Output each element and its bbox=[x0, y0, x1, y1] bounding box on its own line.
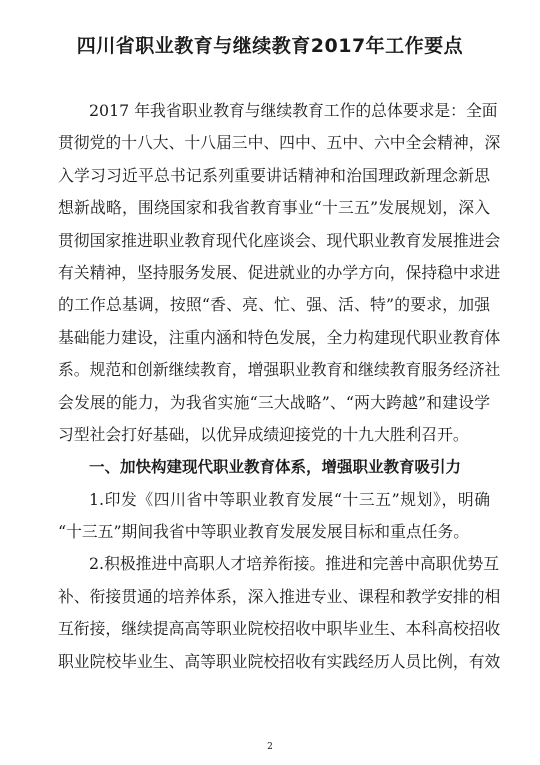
paragraph-line: 互衔接，继续提高高等职业院校招收中职毕业生、本科高校招收 bbox=[58, 619, 501, 639]
paragraph-line: 想新战略，围绕国家和我省教育事业“十三五”发展规划，深入 bbox=[58, 198, 490, 218]
paragraph-line: 贯彻国家推进职业教育现代化座谈会、现代职业教育发展推进会 bbox=[58, 230, 501, 250]
paragraph-line: 入学习习近平总书记系列重要讲话精神和治国理政新理念新思 bbox=[58, 165, 490, 185]
paragraph-line: 贯彻党的十八大、十八届三中、四中、五中、六中全会精神，深 bbox=[58, 133, 501, 153]
page-number: 2 bbox=[267, 742, 273, 752]
paragraph-line: 会发展的能力，为我省实施“三大战略”、“两大跨越”和建设学 bbox=[58, 392, 490, 412]
document-title: 四川省职业教育与继续教育2017年工作要点 bbox=[76, 35, 464, 57]
paragraph-line: 系。规范和创新继续教育，增强职业教育和继续教育服务经济社 bbox=[58, 360, 501, 380]
document-body bbox=[58, 95, 501, 678]
paragraph-line: 职业院校毕业生、高等职业院校招收有实践经历人员比例，有效 bbox=[58, 651, 501, 671]
paragraph-line: 的工作总基调，按照“香、亮、忙、强、活、特”的要求，加强 bbox=[58, 295, 490, 315]
paragraph-line: 习型社会打好基础，以优异成绩迎接党的十九大胜利召开。 bbox=[58, 424, 469, 444]
section-heading: 一、加快构建现代职业教育体系，增强职业教育吸引力 bbox=[89, 458, 462, 477]
paragraph-line: 2017 年我省职业教育与继续教育工作的总体要求是：全面 bbox=[89, 101, 498, 120]
paragraph-line: 2.积极推进中高职人才培养衔接。推进和完善中高职优势互 bbox=[89, 554, 499, 574]
paragraph-line: 基础能力建设，注重内涵和特色发展，全力构建现代职业教育体 bbox=[58, 327, 501, 347]
paragraph-line: “十三五”期间我省中等职业教育发展发展目标和重点任务。 bbox=[58, 522, 470, 542]
paragraph-line: 补、衔接贯通的培养体系，深入推进专业、课程和教学安排的相 bbox=[58, 586, 501, 606]
paragraph-line: 有关精神，坚持服务发展、促进就业的办学方向，保持稳中求进 bbox=[58, 262, 501, 282]
paragraph-line: 1.印发《四川省中等职业教育发展“十三五”规划》，明确 bbox=[89, 489, 490, 509]
